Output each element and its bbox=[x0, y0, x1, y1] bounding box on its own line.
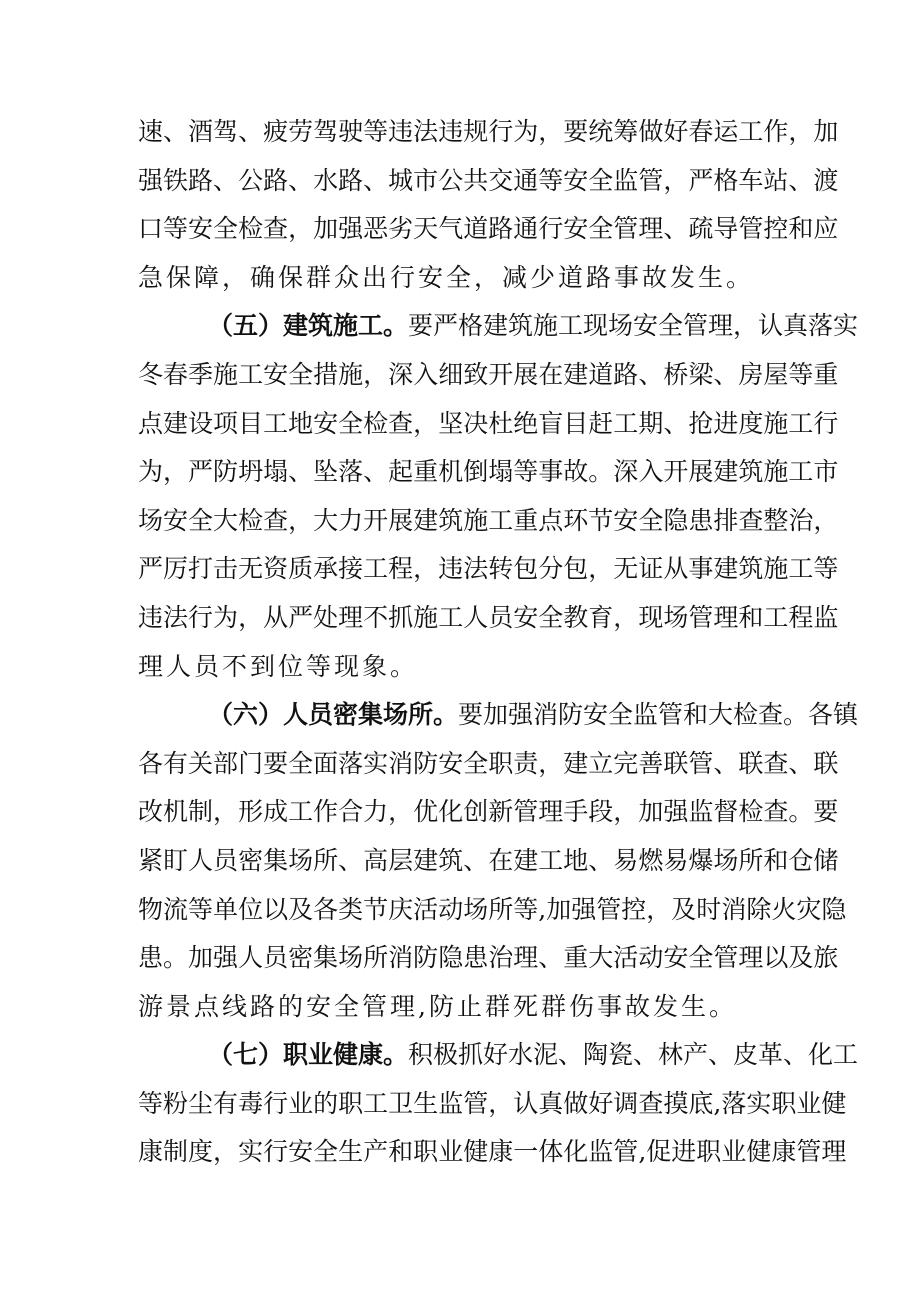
paragraph-traffic bbox=[138, 108, 839, 302]
document-body bbox=[138, 108, 859, 1177]
paragraph-first-line bbox=[138, 1031, 859, 1080]
text-line: 冬 春 季 施 工 安 全 措 施 ， 深 入 细 致 开 展 在 建 道 路 、 桥 梁 、 房 屋 等 重 bbox=[138, 359, 839, 389]
text-line: 紧 盯 人 员 密 集 场 所 、 高 层 建 筑 、 在 建 工 地 、 易 燃 易 爆 场 所 和 仓 储 bbox=[138, 845, 839, 875]
section-heading: （七）职业健康。 bbox=[208, 1040, 409, 1070]
text-line: 理人员不到位等现象。 bbox=[138, 651, 419, 681]
text-line: 场 安 全 大 检 查 ， 大 力 开 展 建 筑 施 工 重 点 环 节 安 全 隐 患 排 查 整 治 ， bbox=[138, 505, 839, 535]
text-line: 为 ， 严 防 坍 塌 、 坠 落 、 起 重 机 倒 塌 等 事 故 。 深 入 开 展 建 筑 施 工 市 bbox=[138, 457, 839, 487]
text-line: 患 。 加 强 人 员 密 集 场 所 消 防 隐 患 治 理 、 重 大 活 动 安 全 管 理 以 及 旅 bbox=[138, 943, 839, 973]
text-line: 康 制 度 ， 实 行 安 全 生 产 和 职 业 健 康 一 体 化 监 管 , 促 进 职 业 健 康 管 理 bbox=[138, 1137, 847, 1167]
text-span: 积极抓好水泥、陶瓷、林产、皮革、化工 bbox=[408, 1040, 859, 1070]
text-line: 强 铁 路 、 公 路 、 水 路 、 城 市 公 共 交 通 等 安 全 监 管 ， 严 格 车 站 、 渡 bbox=[138, 165, 839, 195]
section-heading: （六）人员密集场所。 bbox=[208, 700, 459, 730]
section-heading: （五）建筑施工。 bbox=[208, 311, 409, 341]
paragraph-first-line bbox=[138, 691, 859, 740]
text-span: 要加强消防安全监管和大检查。各镇 bbox=[458, 700, 859, 730]
text-line: 等 粉 尘 有 毒 行 业 的 职 工 卫 生 监 管 ， 认 真 做 好 调 查 摸 底 , 落 实 职 业 健 bbox=[138, 1088, 847, 1118]
paragraph-occupational-health bbox=[138, 1031, 859, 1177]
text-line: 物 流 等 单 位 以 及 各 类 节 庆 活 动 场 所 等 , 加 强 管 控 ， 及 时 消 除 火 灾 隐 bbox=[138, 894, 847, 924]
text-line: 改 机 制 ， 形 成 工 作 合 力 ， 优 化 创 新 管 理 手 段 ， 加 强 监 督 检 查 。 要 bbox=[138, 797, 839, 827]
text-span: 要严格建筑施工现场安全管理，认真落实 bbox=[408, 311, 859, 341]
text-line: 游景点线路的安全管理,防止群死群伤事故发生。 bbox=[138, 991, 737, 1021]
paragraph-crowded-places bbox=[138, 691, 859, 1031]
text-line: 各 有 关 部 门 要 全 面 落 实 消 防 安 全 职 责 ， 建 立 完 善 联 管 、 联 查 、 联 bbox=[138, 748, 839, 778]
text-line: 严 厉 打 击 无 资 质 承 接 工 程 ， 违 法 转 包 分 包 ， 无 证 从 事 建 筑 施 工 等 bbox=[138, 554, 839, 584]
text-line: 点 建 设 项 目 工 地 安 全 检 查 ， 坚 决 杜 绝 盲 目 赶 工 期 、 抢 进 度 施 工 行 bbox=[138, 408, 839, 438]
paragraph-construction bbox=[138, 302, 859, 691]
paragraph-first-line bbox=[138, 302, 859, 351]
text-line: 违 法 行 为 ， 从 严 处 理 不 抓 施 工 人 员 安 全 教 育 ， 现 场 管 理 和 工 程 监 bbox=[138, 602, 839, 632]
text-line: 口 等 安 全 检 查 ， 加 强 恶 劣 天 气 道 路 通 行 安 全 管 理 、 疏 导 管 控 和 应 bbox=[138, 214, 839, 244]
text-line: 急保障，确保群众出行安全，减少道路事故发生。 bbox=[138, 262, 755, 292]
text-line: 速 、 酒 驾 、 疲 劳 驾 驶 等 违 法 违 规 行 为 ， 要 统 筹 做 好 春 运 工 作 ， 加 bbox=[138, 117, 839, 146]
